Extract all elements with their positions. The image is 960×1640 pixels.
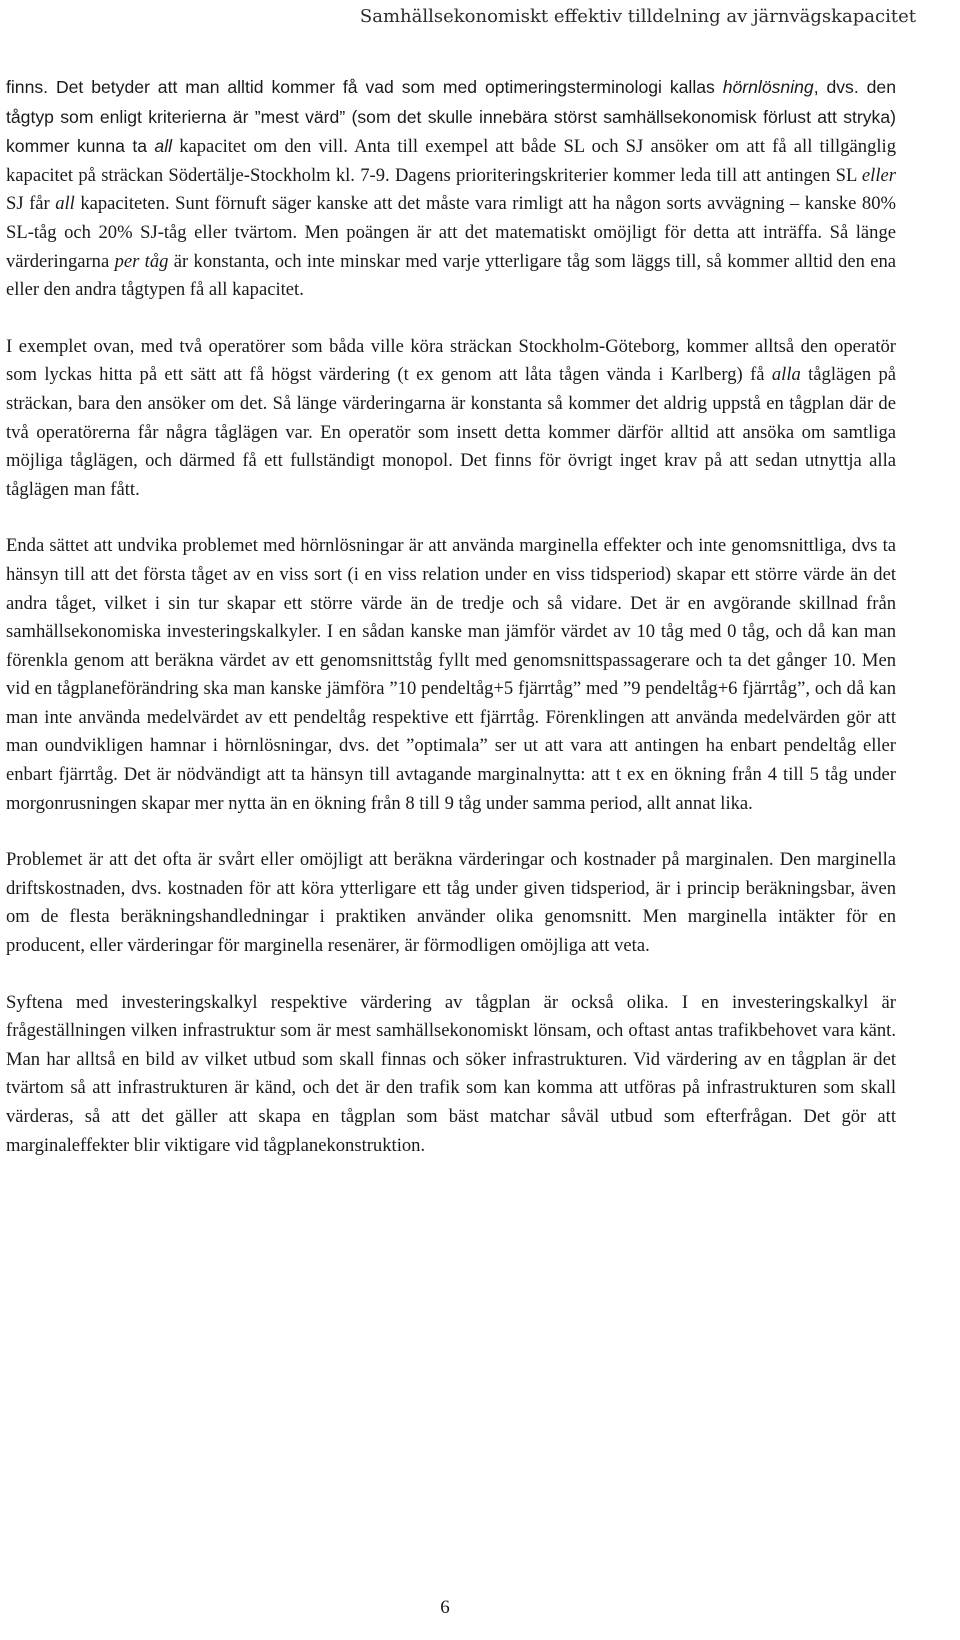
text-run: , dvs. den tågtyp som enligt kriterierna är ”mest värd” (som det skulle innebära störst samhällsekonomisk förlust att stryka) kommer kunna ta — [6, 77, 896, 157]
text-run: kapaciteten. Sunt förnuft säger kanske att det måste vara rimligt att ha någon sorts avvägning – kanske 80% SL-tåg och 20% SJ-tåg eller tvärtom. Men poängen är att det matematiskt omöjligt för detta att inträffa. Så länge värderingarna — [6, 193, 897, 272]
paragraph-4: Problemet är att det ofta är svårt eller omöjligt att beräkna värderingar och kostnader på marginalen. Den marginella driftskostnaden, dvs. kostnaden för att köra ytterligare ett tåg under given tidsperiod, är i princip beräkningsbar, även om de flesta beräkningshandledningar i praktiken använder olika genomsnitt. Men marginella intäkter för en producent, eller värderingar för marginella resenärer, är förmodligen omöjliga att veta. — [6, 849, 896, 957]
emphasis-text: alla — [771, 364, 801, 386]
emphasis-text: per tåg — [114, 250, 169, 272]
text-run: SJ får — [6, 193, 56, 215]
paragraph-2 — [6, 333, 896, 505]
paragraph-5: Syftena med investeringskalkyl respektive värdering av tågplan är också olika. I en investeringskalkyl är frågeställningen vilken infrastruktur som är mest samhällsekonomiskt lönsam, och oftast antas trafikbehovet vara känt. Man har alltså en bild av vilket utbud som skall finnas och söker infrastrukturen. Vid värdering av en tågplan är det tvärtom så att infrastrukturen är känd, och det är den trafik som kan komma att utföras på infrastrukturen som skall värderas, så att det gäller att skapa en tågplan som bäst matchar såväl utbud som efterfrågan. Det gör att marginaleffekter blir viktigare vid tågplanekonstruktion. — [6, 991, 896, 1156]
emphasis-text: all — [55, 193, 75, 215]
running-header: Samhällsekonomiskt effektiv tilldelning av järnvägskapacitet — [359, 6, 916, 27]
body-text — [6, 73, 896, 1160]
text-run: finns. Det betyder att man alltid kommer få vad som med optimeringsterminologi kallas — [6, 77, 723, 97]
text-run: tåglägen på sträckan, bara den ansöker om det. Så länge värderingarna är konstanta så kommer det aldrig uppstå en tågplan där de två operatörerna får några tåglägen var. En operatör som insett detta kommer därför alltid att ansöka om samtliga möjliga tåglägen, och därmed få ett fullständigt monopol. Det finns för övrigt inget krav på att sedan utnyttja alla tåglägen man fått. — [6, 364, 896, 500]
emphasis-text: all — [154, 136, 173, 157]
paragraph-3: Enda sättet att undvika problemet med hörnlösningar är att använda marginella effekter och inte genomsnittliga, dvs ta hänsyn till att det första tåget av en viss sort (i en viss relation under en viss tidsperiod) skapar ett större värde än det andra tåget, vilket i sin tur skapar ett större värde än de tredje och så vidare. Det är en avgörande skillnad från samhällsekonomiska investeringskalkyler. I en sådan kanske man jämför värdet av 10 tåg med 0 tåg, och då kan man förenkla genom att beräkna värdet av ett genomsnittståg fyllt med genomsnittspassagerare och ta det gånger 10. Men vid en tågplaneförändring ska man kanske jämföra ”10 pendeltåg+5 fjärrtåg” med ”9 pendeltåg+6 fjärrtåg”, och då kan man inte använda medelvärdet av ett pendeltåg respektive ett fjärrtåg. Förenklingen att använda medelvärden gör att man oundvikligen hamnar i hörnlösningar, dvs. det ”optimala” ser ut att vara att antingen ha enbart pendeltåg eller enbart fjärrtåg. Det är nödvändigt att ta hänsyn till avtagande marginalnytta: att t ex en ökning från 4 till 5 tåg under morgonrusningen skapar mer nytta än en ökning från 8 till 9 tåg under samma period, allt annat lika. — [6, 535, 896, 814]
text-run: I exemplet ovan, med två operatörer som båda ville köra sträckan Stockholm-Göteborg, kommer alltså den operatör som lyckas hitta på ett sätt att få högst värdering (t ex genom att låta tågen vända i Karlberg) få — [6, 335, 896, 386]
text-run: kapacitet om den vill. Anta till exempel att både SL och SJ ansöker om att få all tillgänglig kapacitet på sträckan Södertälje-Stockholm kl. 7-9. Dagens prioriteringskriterier kommer leda till att antingen SL — [6, 136, 896, 186]
page-number: 6 — [440, 1597, 450, 1618]
emphasis-text: eller — [861, 164, 896, 186]
text-run: är konstanta, och inte minskar med varje ytterligare tåg som läggs till, så kommer alltid den ena eller den andra tågtypen få all kapacitet. — [6, 250, 896, 301]
paragraph-1 — [6, 73, 896, 305]
emphasis-text: hörnlösning — [722, 77, 814, 97]
